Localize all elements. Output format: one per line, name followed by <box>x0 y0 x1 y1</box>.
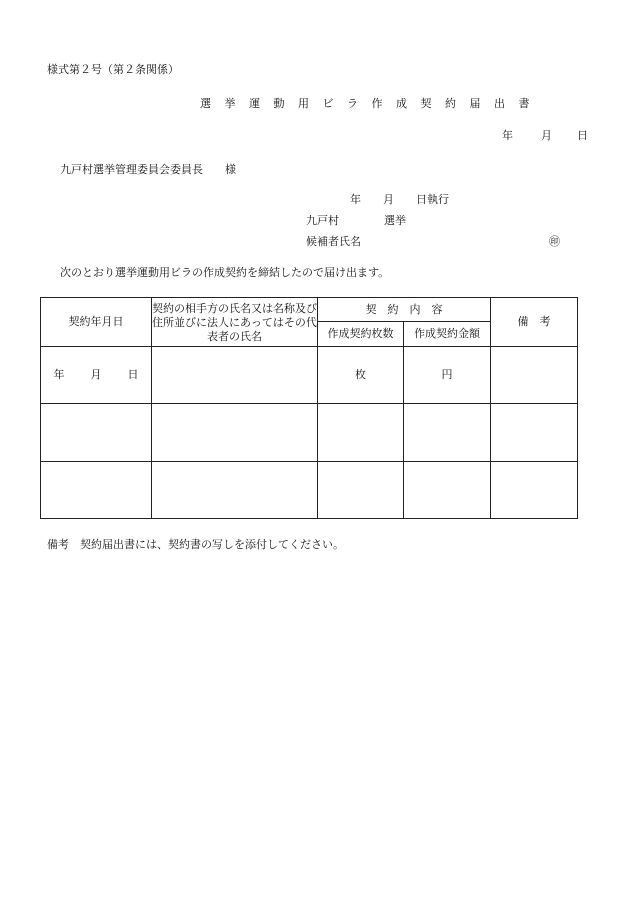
table-row <box>41 462 578 519</box>
submission-date <box>502 129 588 143</box>
row1-amount-unit[interactable]: 円 <box>404 347 491 404</box>
header-remarks: 備 考 <box>491 298 578 347</box>
row3-remarks[interactable] <box>491 462 578 519</box>
table-row <box>41 347 578 404</box>
row1-year: 年 <box>53 368 65 381</box>
header-counterparty: 契約の相手方の氏名又は名称及び住所並びに法人にあってはその代表者の氏名 <box>152 298 318 347</box>
election-label: 選挙 <box>384 214 406 227</box>
row3-quantity[interactable] <box>318 462 404 519</box>
election-day-executed: 日執行 <box>416 193 449 206</box>
row3-amount[interactable] <box>404 462 491 519</box>
note: 備考 契約届出書には、契約書の写しを添付してください。 <box>47 538 344 551</box>
header-contract-date: 契約年月日 <box>41 298 152 347</box>
election-date <box>350 193 449 207</box>
village-name: 九戸村 <box>306 214 339 227</box>
contract-table <box>40 297 578 519</box>
election-name <box>306 214 406 228</box>
header-contract-content: 契 約 内 容 <box>318 298 491 322</box>
form-number: 様式第２号（第２条関係） <box>47 63 179 76</box>
row2-quantity[interactable] <box>318 404 404 462</box>
row1-remarks[interactable] <box>491 347 578 404</box>
addressee: 九戸村選挙管理委員会委員長 様 <box>60 163 236 176</box>
row1-day: 日 <box>127 368 139 381</box>
row2-counterparty[interactable] <box>152 404 318 462</box>
row2-contract-date[interactable] <box>41 404 152 462</box>
seal-mark: ㊞ <box>549 235 560 248</box>
form-title: 選 挙 運 動 用 ビ ラ 作 成 契 約 届 出 書 <box>200 97 535 110</box>
date-year: 年 <box>502 129 513 142</box>
election-year: 年 <box>350 193 361 206</box>
row1-month: 月 <box>90 368 102 381</box>
date-month: 月 <box>541 129 552 142</box>
row2-remarks[interactable] <box>491 404 578 462</box>
row1-contract-date <box>41 347 152 404</box>
row1-quantity-unit[interactable]: 枚 <box>318 347 404 404</box>
candidate-label: 候補者氏名 <box>306 235 361 248</box>
row3-counterparty[interactable] <box>152 462 318 519</box>
date-day: 日 <box>577 129 588 142</box>
statement: 次のとおり選挙運動用ビラの作成契約を締結したので届け出ます。 <box>60 266 390 279</box>
row1-counterparty[interactable] <box>152 347 318 404</box>
header-amount: 作成契約金額 <box>404 322 491 347</box>
row3-contract-date[interactable] <box>41 462 152 519</box>
header-quantity: 作成契約枚数 <box>318 322 404 347</box>
election-month: 月 <box>383 193 394 206</box>
table-row <box>41 404 578 462</box>
row2-amount[interactable] <box>404 404 491 462</box>
